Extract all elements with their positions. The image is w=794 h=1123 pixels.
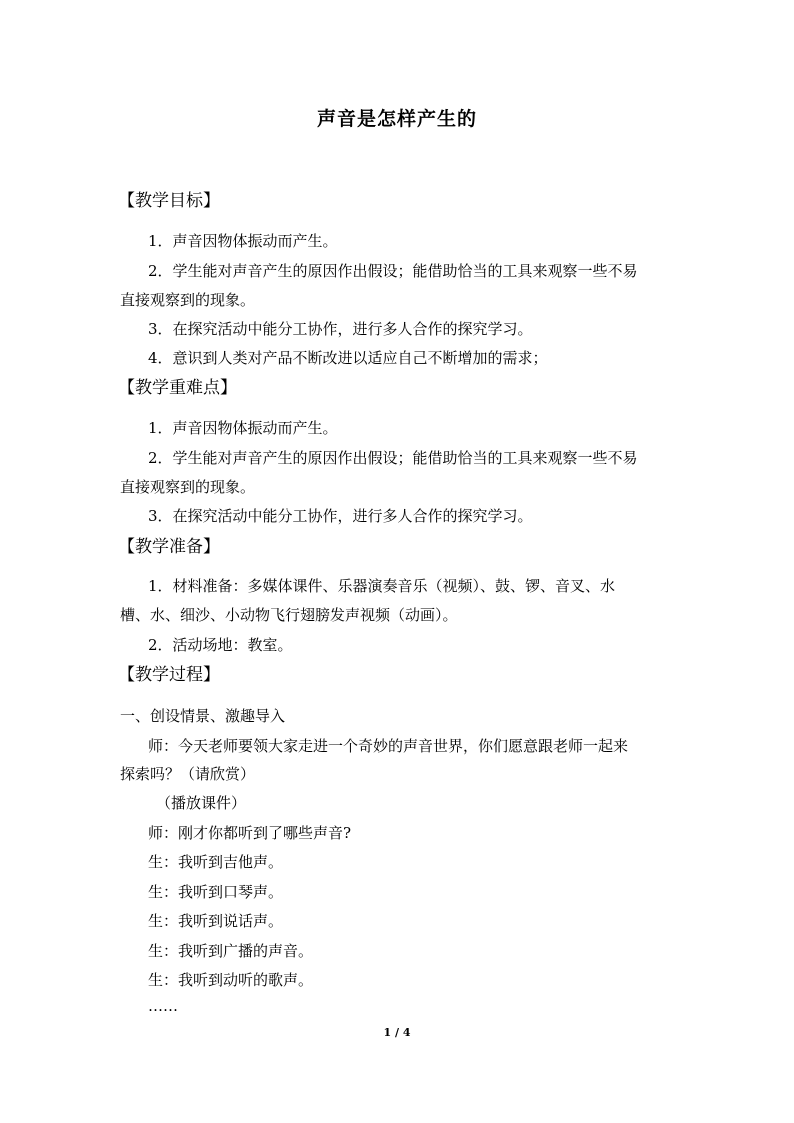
section-heading-goals: 【教学目标】 bbox=[118, 191, 220, 211]
goal-line: 3．在探究活动中能分工协作，进行多人合作的探究学习。 bbox=[148, 320, 533, 338]
section-heading-key-points: 【教学重难点】 bbox=[118, 378, 237, 398]
process-line: 一、创设情景、激趣导入 bbox=[120, 707, 286, 725]
page-number: 1 / 4 bbox=[383, 1026, 411, 1039]
process-line: 生：我听到口琴声。 bbox=[148, 883, 284, 901]
goal-line: 1．声音因物体振动而产生。 bbox=[148, 232, 338, 250]
process-line: 师：刚才你都听到了哪些声音? bbox=[148, 824, 352, 842]
process-line: 探索吗？（请欣赏） bbox=[120, 765, 256, 783]
section-heading-process: 【教学过程】 bbox=[118, 665, 220, 685]
document-title: 声音是怎样产生的 bbox=[316, 108, 477, 130]
process-line: …… bbox=[148, 997, 178, 1015]
key-point-line: 直接观察到的现象。 bbox=[120, 478, 256, 496]
prep-line: 1．材料准备：多媒体课件、乐器演奏音乐（视频）、鼓、锣、音叉、水 bbox=[148, 577, 616, 595]
process-line: 生：我听到吉他声。 bbox=[148, 853, 284, 871]
process-line: 生：我听到动听的歌声。 bbox=[148, 971, 314, 989]
goal-line: 直接观察到的现象。 bbox=[120, 291, 256, 309]
process-line: 师：今天老师要领大家走进一个奇妙的声音世界，你们愿意跟老师一起来 bbox=[148, 737, 629, 755]
process-line: 生：我听到广播的声音。 bbox=[148, 942, 314, 960]
goal-line: 4．意识到人类对产品不断改进以适应自己不断增加的需求； bbox=[148, 349, 548, 367]
key-point-line: 1．声音因物体振动而产生。 bbox=[148, 419, 338, 437]
section-heading-preparation: 【教学准备】 bbox=[118, 537, 220, 557]
key-point-line: 2．学生能对声音产生的原因作出假设；能借助恰当的工具来观察一些不易 bbox=[148, 449, 638, 467]
prep-line: 2．活动场地：教室。 bbox=[148, 636, 293, 654]
key-point-line: 3．在探究活动中能分工协作，进行多人合作的探究学习。 bbox=[148, 507, 533, 525]
process-line: （播放课件） bbox=[156, 794, 247, 812]
goal-line: 2．学生能对声音产生的原因作出假设；能借助恰当的工具来观察一些不易 bbox=[148, 262, 638, 280]
process-line: 生：我听到说话声。 bbox=[148, 912, 284, 930]
prep-line: 槽、水、细沙、小动物飞行翅膀发声视频（动画）。 bbox=[120, 606, 458, 624]
